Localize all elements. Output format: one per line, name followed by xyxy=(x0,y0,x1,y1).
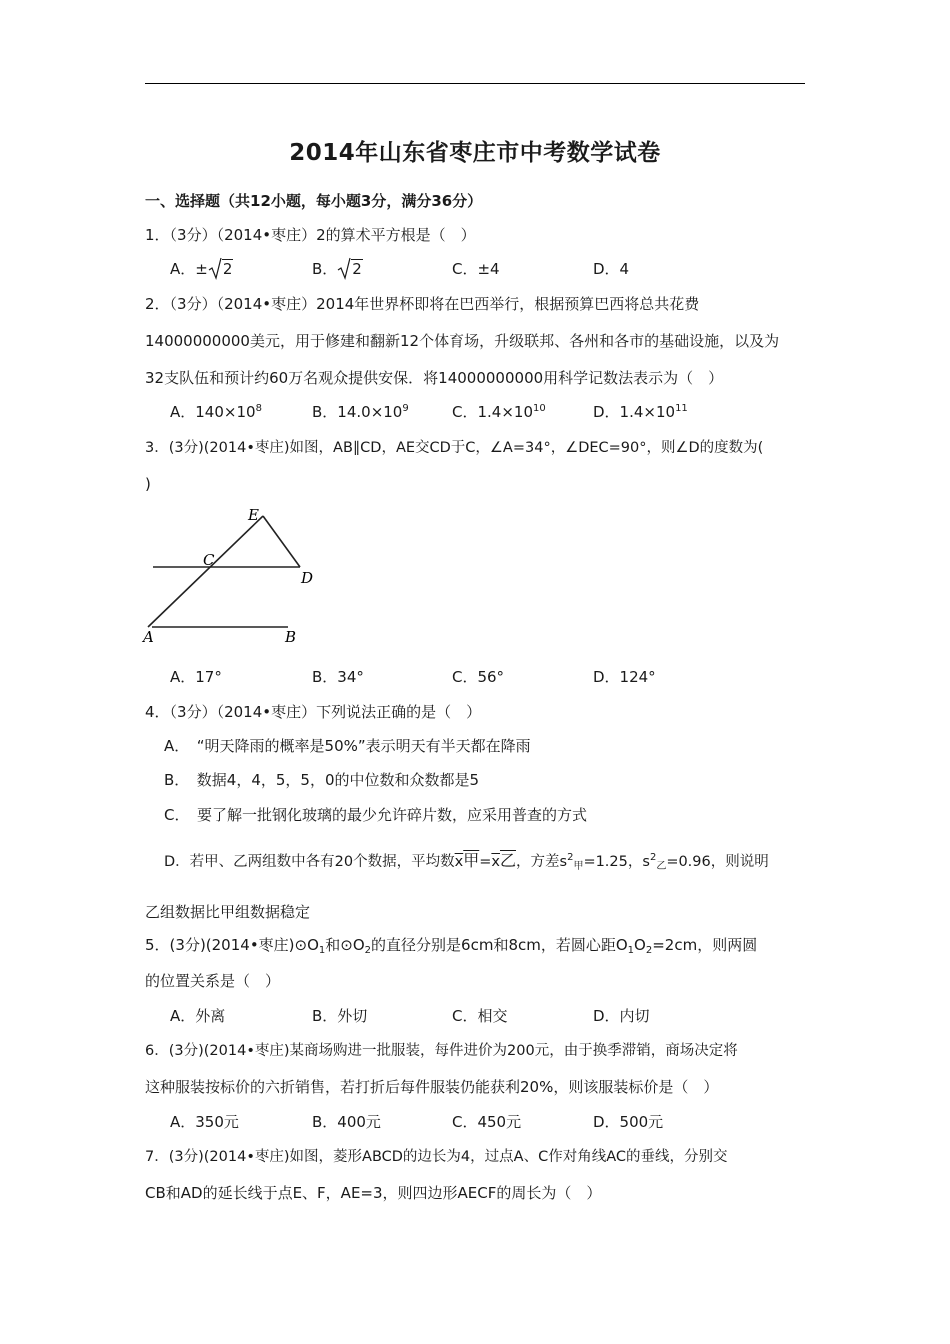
q3-option-d: D．124° xyxy=(593,668,656,686)
q4-option-d-line2: 乙组数据比甲组数据稳定 xyxy=(145,903,311,921)
q3-option-c: C．56° xyxy=(452,668,505,686)
q2-stem-line1: 2．（3分）（2014•枣庄）2014年世界杯即将在巴西举行，根据预算巴西将总共花费 xyxy=(145,295,700,313)
label-a: A xyxy=(143,628,154,646)
q4-stem: 4．（3分）（2014•枣庄）下列说法正确的是（ ） xyxy=(145,703,482,721)
q5-option-b: B．外切 xyxy=(312,1007,368,1025)
mean-symbol-jia: x甲 xyxy=(454,851,480,870)
q2-stem-line2: 14000000000美元，用于修建和翻新12个体育场，升级联邦、各州和各市的基础设施，以及为 xyxy=(145,332,780,350)
q3-stem-line1: 3．(3分)(2014•枣庄)如图，AB∥CD，AE交CD于C，∠A=34°，∠DEC=90°，则∠D的度数为( xyxy=(145,440,764,456)
q1-option-d: D．4 xyxy=(593,260,630,278)
page-title: 2014年山东省枣庄市中考数学试卷 xyxy=(289,140,661,166)
q3-option-b: B．34° xyxy=(312,668,364,686)
q2-option-c: C．$1.4\times 10^{10}$ xyxy=(452,403,546,421)
q5-option-c: C．相交 xyxy=(452,1007,508,1025)
q5-option-a: A．外离 xyxy=(170,1007,226,1025)
q5-stem-line2: 的位置关系是（ ） xyxy=(145,972,281,990)
label-c: C xyxy=(203,551,215,569)
q6-option-c: C．450元 xyxy=(452,1113,522,1131)
q7-stem-line2: CB和AD的延长线于点E、F，AE=3，则四边形AECF的周长为（ ） xyxy=(145,1184,602,1202)
q2-option-b: B．$14.0\times 10^9$ xyxy=(312,403,409,421)
q2-stem-line3: 32支队伍和预计约60万名观众提供安保．将14000000000用科学记数法表示为（ ） xyxy=(145,369,724,387)
q2-option-a: A．$140\times 10^8$ xyxy=(170,403,262,421)
header-rule xyxy=(145,83,805,84)
q6-stem-line2: 这种服装按标价的六折销售，若打折后每件服装仍能获利20%，则该服装标价是（ ） xyxy=(145,1078,719,1096)
q1-option-a: A．± 2 xyxy=(170,260,233,278)
q4-option-b: B． 数据4，4，5，5，0的中位数和众数都是5 xyxy=(164,771,480,789)
sqrt-symbol: 2 xyxy=(208,259,234,279)
q6-option-b: B．400元 xyxy=(312,1113,381,1131)
q4-option-d: D．若甲、乙两组数中各有20个数据，平均数x甲=x乙，方差$s^2_甲=1.25$，$s^2_乙=0.96$，则说明 xyxy=(164,851,769,872)
label-b: B xyxy=(285,628,297,646)
q6-stem-line1: 6．(3分)(2014•枣庄)某商场购进一批服装，每件进价为200元，由于换季滞销，商场决定将 xyxy=(145,1043,738,1059)
q5-option-d: D．内切 xyxy=(593,1007,650,1025)
label-d: D xyxy=(301,569,314,587)
q4-option-c: C． 要了解一批钢化玻璃的最少允许碎片数，应采用普查的方式 xyxy=(164,806,587,824)
parallel-lines-figure xyxy=(140,503,330,651)
q7-stem-line1: 7．(3分)(2014•枣庄)如图，菱形ABCD的边长为4，过点A、C作对角线AC的垂线，分别交 xyxy=(145,1149,728,1165)
q4-option-a: A． “明天降雨的概率是50%”表示明天有半天都在降雨 xyxy=(164,737,531,755)
q5-stem-line1: 5．(3分)(2014•枣庄)$⊙O_1$和$⊙O_2$的直径分别是6cm和8cm，若圆心距$O_1O_2=2cm$，则两圆 xyxy=(145,936,758,956)
q1-option-b: B． 2 xyxy=(312,260,362,278)
sqrt-symbol: 2 xyxy=(337,259,363,279)
section-heading: 一、选择题（共12小题，每小题3分，满分36分） xyxy=(145,192,483,210)
mean-symbol-yi: x乙 xyxy=(491,851,516,870)
label-e: E xyxy=(248,506,259,524)
q1-stem: 1．（3分）（2014•枣庄）2的算术平方根是（ ） xyxy=(145,226,476,244)
q2-option-d: D．$1.4\times 10^{11}$ xyxy=(593,403,688,421)
q1-option-c: C．±4 xyxy=(452,260,500,278)
q6-option-a: A．350元 xyxy=(170,1113,239,1131)
q3-stem-line2: ) xyxy=(145,475,151,493)
q6-option-d: D．500元 xyxy=(593,1113,664,1131)
q3-option-a: A．17° xyxy=(170,668,222,686)
